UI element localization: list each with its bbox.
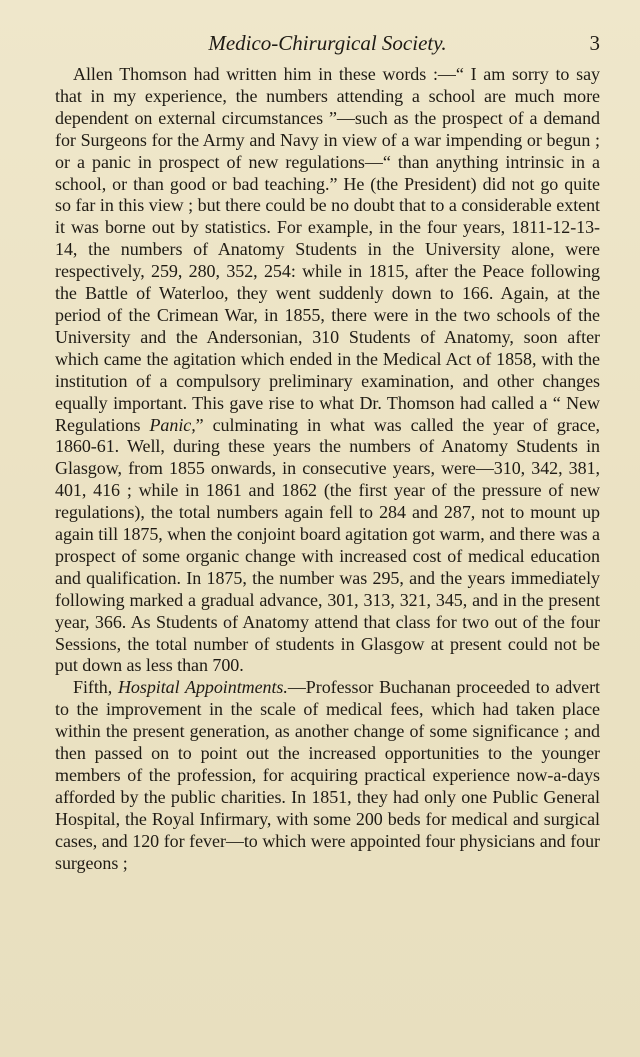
- page-header: [55, 30, 600, 56]
- paragraph-1: [55, 64, 600, 677]
- paragraph-1-italic: Panic,: [149, 414, 196, 435]
- paragraph-2-text-a: Fifth,: [73, 677, 118, 698]
- paragraph-2-italic: Hospital Appointments.: [117, 677, 288, 698]
- paragraph-1-text-b: ” culminating in what was called the year of grace, 1860-61. Well, during these years the numbers of Anatomy Students in Glasgow, from 1855 onwards, in consecutive years, were—310, 342, 381, 401, 416 ; while in 1861 and 1862 (the first year of the pressure of new regulations), the total numbers again fell to 284 and 287, not to mount up again till 1875, when the conjoint board agitation got warm, and there was a prospect of some organic change with increased cost of medical education and qualification. In 1875, the number was 295, and the years immediately following marked a gradual advance, 301, 313, 321, 345, and in the present year, 366. As Students of Anatomy attend that class for two out of the four Sessions, the total number of students in Glasgow at present could not be put down as less than 700.: [55, 414, 601, 676]
- paragraph-1-text-a: Allen Thomson had written him in these words :—“ I am sorry to say that in my experience, the numbers attending a school are much more dependent on external circumstances ”—such as the prospect of a demand for Surgeons for the Army and Navy in view of a war impending or begun ; or a panic in prospect of new regulations—“ than anything intrinsic in a school, or than good or bad teaching.” He (the President) did not go quite so far in this view ; but there could be no doubt that to a considerable extent it was borne out by statistics. For example, in the four years, 1811-12-13-14, the numbers of Anatomy Students in the University alone, were respectively, 259, 280, 352, 254: while in 1815, after the Peace following the Battle of Waterloo, they went suddenly down to 166. Again, at the period of the Crimean War, in 1855, there were in the two schools of the University and the Andersonian, 310 Students of Anatomy, soon after which came the agitation which ended in the Medical Act of 1858, with the institution of a compulsory preliminary examination, and other changes equally important. This gave rise to what Dr. Thomson had called a “ New Regulations: [55, 64, 600, 435]
- paragraph-2: [55, 677, 600, 874]
- paragraph-2-text-b: —Professor Buchanan proceeded to advert to the improvement in the scale of medical fees, which had taken place within the present generation, as another change of some significance ; and then passed on to point out the increased opportunities to the younger members of the profession, for acquiring practical experience now-a-days afforded by the public charities. In 1851, they had only one Public General Hospital, the Royal Infirmary, with some 200 beds for medical and surgical cases, and 120 for fever—to which were appointed four physicians and four surgeons ;: [55, 677, 600, 873]
- page-number: 3: [589, 31, 600, 55]
- running-title: Medico-Chirurgical Society.: [208, 31, 447, 55]
- body-text: [55, 64, 600, 875]
